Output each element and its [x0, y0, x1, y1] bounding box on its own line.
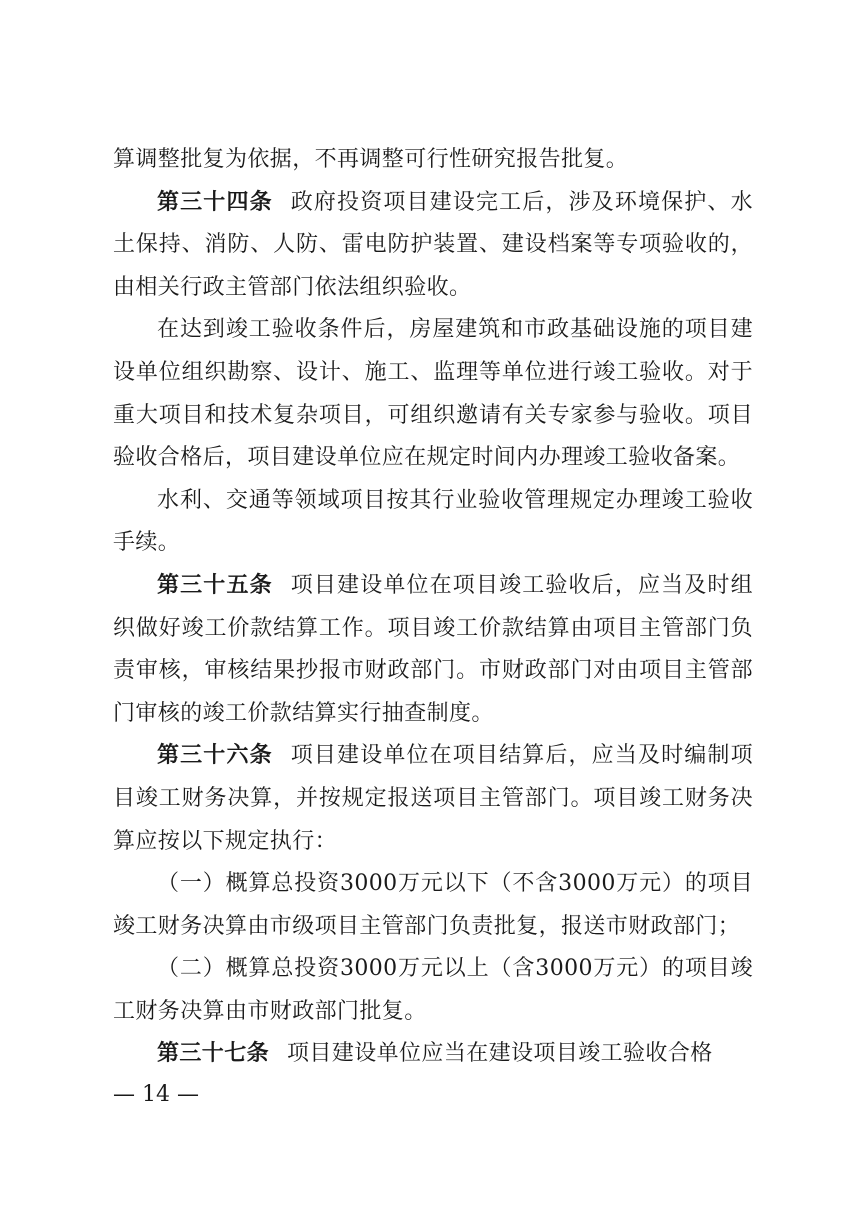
paragraph-text: （一）概算总投资3000万元以下（不含3000万元）的项目竣工财务决算由市级项目主管部门负责批复，报送市财政部门； [113, 871, 753, 939]
paragraph-continuation [113, 139, 753, 182]
page-number: — 14 — [113, 1082, 199, 1107]
article-35-paragraph [113, 565, 753, 735]
paragraph-text: 算调整批复为依据，不再调整可行性研究报告批复。 [113, 147, 629, 172]
acceptance-paragraph [113, 309, 753, 479]
paragraph-text: （二）概算总投资3000万元以上（含3000万元）的项目竣工财务决算由市财政部门批复。 [113, 956, 753, 1024]
article-37-paragraph [113, 1033, 753, 1076]
paragraph-text: 水利、交通等领域项目按其行业验收管理规定办理竣工验收手续。 [113, 487, 753, 556]
paragraph-text: 项目建设单位应当在建设项目竣工验收合格 [287, 1041, 713, 1067]
article-heading: 第三十七条 [157, 1041, 270, 1067]
article-heading: 第三十四条 [157, 189, 273, 215]
document-body [113, 139, 753, 1076]
article-36-paragraph [113, 735, 753, 863]
paragraph-text: 政府投资项目建设完工后，涉及环境保护、水土保持、消防、人防、雷电防护装置、建设档案等专项验收的，由相关行政主管部门依法组织验收。 [113, 189, 753, 300]
water-transport-paragraph [113, 480, 753, 565]
article-heading: 第三十五条 [157, 572, 273, 598]
paragraph-text: 在达到竣工验收条件后，房屋建筑和市政基础设施的项目建设单位组织勘察、设计、施工、监理等单位进行竣工验收。对于重大项目和技术复杂项目，可组织邀请有关专家参与验收。项目验收合格后，项目建设单位应在规定时间内办理竣工验收备案。 [113, 317, 753, 471]
paragraph-text: 项目建设单位在项目竣工验收后，应当及时组织做好竣工价款结算工作。项目竣工价款结算由项目主管部门负责审核，审核结果抄报市财政部门。市财政部门对由项目主管部门审核的竣工价款结算实行抽查制度。 [113, 572, 753, 726]
rule-item-2 [113, 948, 753, 1033]
article-34-paragraph [113, 182, 753, 310]
rule-item-1 [113, 863, 753, 948]
paragraph-text: 项目建设单位在项目结算后，应当及时编制项目竣工财务决算，并按规定报送项目主管部门。项目竣工财务决算应按以下规定执行： [113, 743, 753, 854]
article-heading: 第三十六条 [157, 743, 273, 769]
